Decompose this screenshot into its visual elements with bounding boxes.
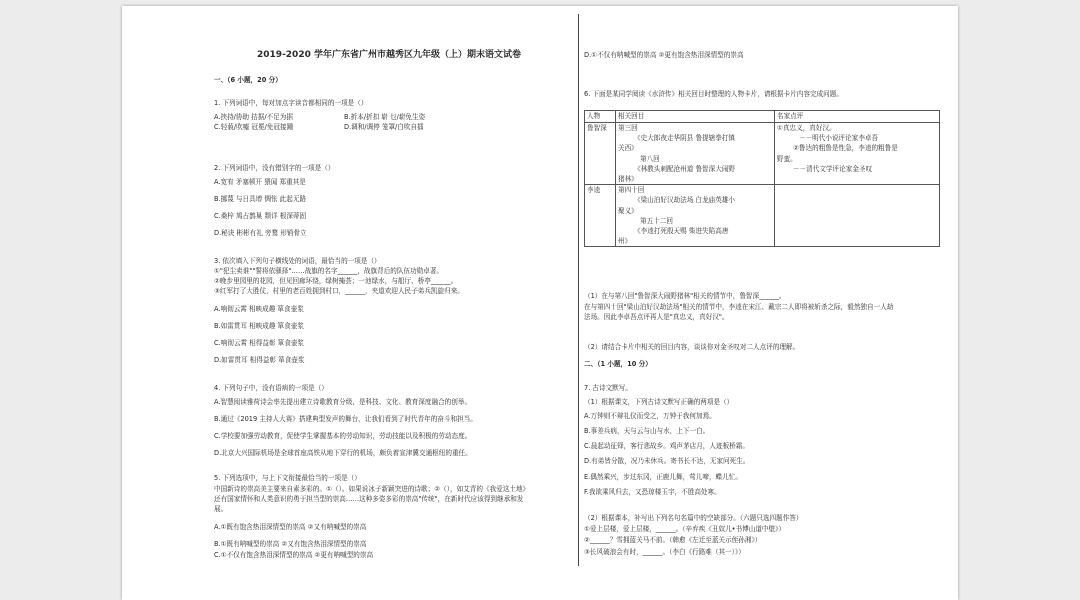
episode-cell — [616, 185, 775, 247]
text-line: ②晚步里园里的花园，但见回廊环绕，绿树掩荟；一池绿水，与船厅、桥亭______。 — [214, 277, 458, 285]
text-line: D.秘诀 彬彬有礼 旁鹜 形销骨立 — [214, 229, 307, 237]
text-line: ③红军打了大胜仗，村里的老百姓拥到村口，______，夹道欢迎人民子弟兵凯旋归来。 — [214, 287, 464, 295]
text-line: 还有国家情怀和人类意识的勇于担当型的崇高……这种多姿多彩的崇高"传统"，在新时代应该得到继承和发 — [214, 495, 524, 503]
cell-line: ②鲁达的粗鲁是性急，李逵的粗鲁是 — [793, 144, 898, 153]
text-line: （1）在与第八回"鲁智深大闹野猪林"相关的情节中，鲁智深______。 — [584, 292, 786, 300]
character-card-table — [584, 110, 940, 247]
exam-title: 2019-2020 学年广东省广州市越秀区九年级（上）期末语文试卷 — [257, 50, 521, 60]
header-episodes: 相关回目 — [616, 111, 775, 123]
header-character: 人物 — [585, 111, 616, 123]
text-line: C.响彻云霄 相得益彰 箪食壶浆 — [214, 339, 305, 347]
cell-line: ①真忠义，真好汉。 — [777, 124, 836, 132]
cell-line: －－明代小说评论家李卓吾 — [799, 134, 879, 143]
cell-line: 《李逵打死殷天赐 柴进失陷高唐 — [634, 227, 729, 236]
text-line: 二、（1 小题，10 分） — [584, 360, 652, 368]
episode-cell — [616, 123, 775, 185]
cell-line: 聚义》 — [618, 206, 638, 215]
cell-line: 猪林》 — [618, 175, 638, 184]
text-line: B.挪蔑 与日具增 惆怅 此起无路 — [214, 195, 307, 203]
text-line: A.宽宥 矛塞顿开 猥闻 郑重其是 — [214, 178, 306, 186]
card-row-lu-zhishen — [585, 123, 940, 185]
text-line: B.通过《2019 主持人大赛》搭建典型发声的舞台，让我们看到了时代青年的奋斗和担当。 — [214, 415, 477, 423]
text-line: 4. 下列句子中，没有语病的一项是（） — [214, 384, 328, 392]
comment-cell — [775, 185, 940, 247]
text-line: 一、（6 小题，20 分） — [214, 76, 282, 84]
text-line: ①爱上层楼，爱上层楼，______。（辛弃疾《丑奴儿•书博山道中壁》） — [584, 525, 786, 533]
cell-line: 野蛮。 — [777, 154, 797, 163]
text-line: 1. 下列词语中，每对加点字读音都相同的一项是（） — [214, 99, 368, 107]
text-line: （2）请结合卡片中相关的回目内容，谈谈你对金圣叹对二人点评的理解。 — [584, 343, 800, 351]
text-line: ③长风破浪会有时，______。（李白《行路难（其一）》） — [584, 548, 745, 556]
cell-line: 《梁山泊好汉劫法场 白龙庙英雄小 — [634, 196, 736, 205]
text-line: 2. 下列词语中，没有错别字的一项是（） — [214, 164, 335, 172]
text-line: A.①既有饱含热泪深情型的崇高 ②又有呐喊型的崇高 — [214, 523, 367, 531]
text-line: C.桑梓 鸠占鹊巢 颓详 根深蒂固 — [214, 212, 307, 220]
cell-line: 《林教头刺配沧州道 鲁智深大闹野 — [634, 164, 736, 173]
comment-cell — [775, 123, 940, 185]
text-line: F.我欲乘风归去，又恐琼楼玉宇，不胜高处寒。 — [584, 488, 721, 496]
column-divider — [578, 14, 579, 566]
text-line: 6. 下面是某同学阅读《水浒传》相关回目时整理的人物卡片，请根据卡片内容完成问题。 — [584, 90, 843, 98]
cell-line: 第三回 — [618, 124, 638, 132]
header-comments: 名家点评 — [775, 111, 940, 123]
text-line: C.①不仅有饱含热泪深情型的崇高 ②更有呐喊型的崇高 — [214, 551, 374, 559]
cell-line: 第四十回 — [618, 186, 645, 195]
text-line: 展。 — [214, 505, 228, 513]
character-name: 李逵 — [585, 185, 616, 247]
text-line: B.折本/折扣 崭 乜/崭免生姿 — [344, 113, 426, 121]
text-line: 在与第四十回"梁山泊好汉劫法场"相关的情节中，李逵在宋江、戴宗二人即将被斩杀之际，毅然独自一人劫 — [584, 303, 894, 311]
text-line: （1）根据课文，下列古诗文默写正确的两项是（） — [584, 398, 734, 406]
cell-line: 州》 — [618, 237, 632, 246]
card-row-li-kui — [585, 185, 940, 247]
text-line: 3. 依次填入下列句子横线处的词语，最恰当的一项是（） — [214, 257, 381, 265]
text-line: D.如雷贯耳 相得益彰 箪食壶浆 — [214, 356, 305, 364]
text-line: A.挟持/协助 拮据/不足为据 — [214, 113, 293, 121]
cell-line: 第五十二回 — [640, 216, 673, 225]
text-line: 中国新诗的崇高美主要来自素多彩的。①（）。如果说冰子新颖突进的诗歌；②（），如艾青的《我爱这土地》 — [214, 485, 530, 493]
text-line: 5. 下列选项中，与上下文衔接最恰当的一项是（） — [214, 474, 361, 482]
card-header-row — [585, 111, 940, 123]
text-line: D.①不仅有呐喊型的崇高 ②更有饱含热泪深情型的崇高 — [584, 51, 744, 59]
cell-line: －－清代文学评论家金圣叹 — [793, 164, 873, 173]
character-name: 鲁智深 — [585, 123, 616, 185]
cell-line: 第八回 — [640, 154, 660, 163]
cell-line: 关西》 — [618, 144, 638, 153]
text-line: C.学校要加强劳动教育，促使学生掌握基本的劳动知识，劳动技能以及积极的劳动态度。 — [214, 432, 472, 440]
text-line: A.万钟则不辩礼仪而受之，万钟于我何加焉。 — [584, 412, 716, 420]
text-line: A.智慧阅读雅荷诗会率先提出建立诗歌教育分级，是科技、文化、教育深度融合的创举。 — [214, 398, 472, 406]
text-line: E.偶然乘兴，步过东冈，正鹿儿舞，莺儿啼，蝶儿忙。 — [584, 473, 742, 481]
text-line: C.轻藐/吹嘘 冠冕/免冠接踵 — [214, 123, 294, 131]
text-line: D.有弟皆分散，况乃未休兵。寄书长不达，无家问死生。 — [584, 457, 750, 465]
text-line: （2）根据课本，补写出下列名句名篇中的空缺部分。（六题只选四题作答） — [584, 514, 803, 522]
text-line: 法场。因此李卓吾点评再人是"真忠义，真好汉"。 — [584, 313, 729, 321]
text-line: ②______？雪拥蓝关马不前。（韩愈《左迁至蓝关示侄孙湘》） — [584, 536, 762, 544]
text-line: D.调和/调停 笼罩/白吹自擂 — [344, 123, 424, 131]
text-line: B.如雷贯耳 相映成趣 箪食壶浆 — [214, 322, 304, 330]
text-line: B.①既有呐喊型的崇高 ②又有饱含热泪深情型的崇高 — [214, 540, 367, 548]
text-line: D.北京大兴国际机场是全球首座高铁从地下穿行的机场，颇负着宣津冀交通枢纽的重任。 — [214, 449, 472, 457]
text-line: C.晨起动征铎，客行悲故乡。鸡声茅店月，人迹板桥霜。 — [584, 442, 749, 450]
text-line: B.事差兵病，天与云与山与水，上下一白。 — [584, 427, 710, 435]
cell-line: 《史大郎夜走华阴县 鲁提辖拳打镇 — [634, 134, 736, 143]
exam-page — [122, 6, 958, 600]
text-line: ①"犯尘卖谁""誓将依骚择"……战旗的名字______，战旗背后的队伍功勋卓著。 — [214, 267, 444, 275]
text-line: A.响彻云霄 相映成趣 箪食壶浆 — [214, 305, 304, 313]
text-line: 7. 古诗文默写。 — [584, 384, 632, 392]
